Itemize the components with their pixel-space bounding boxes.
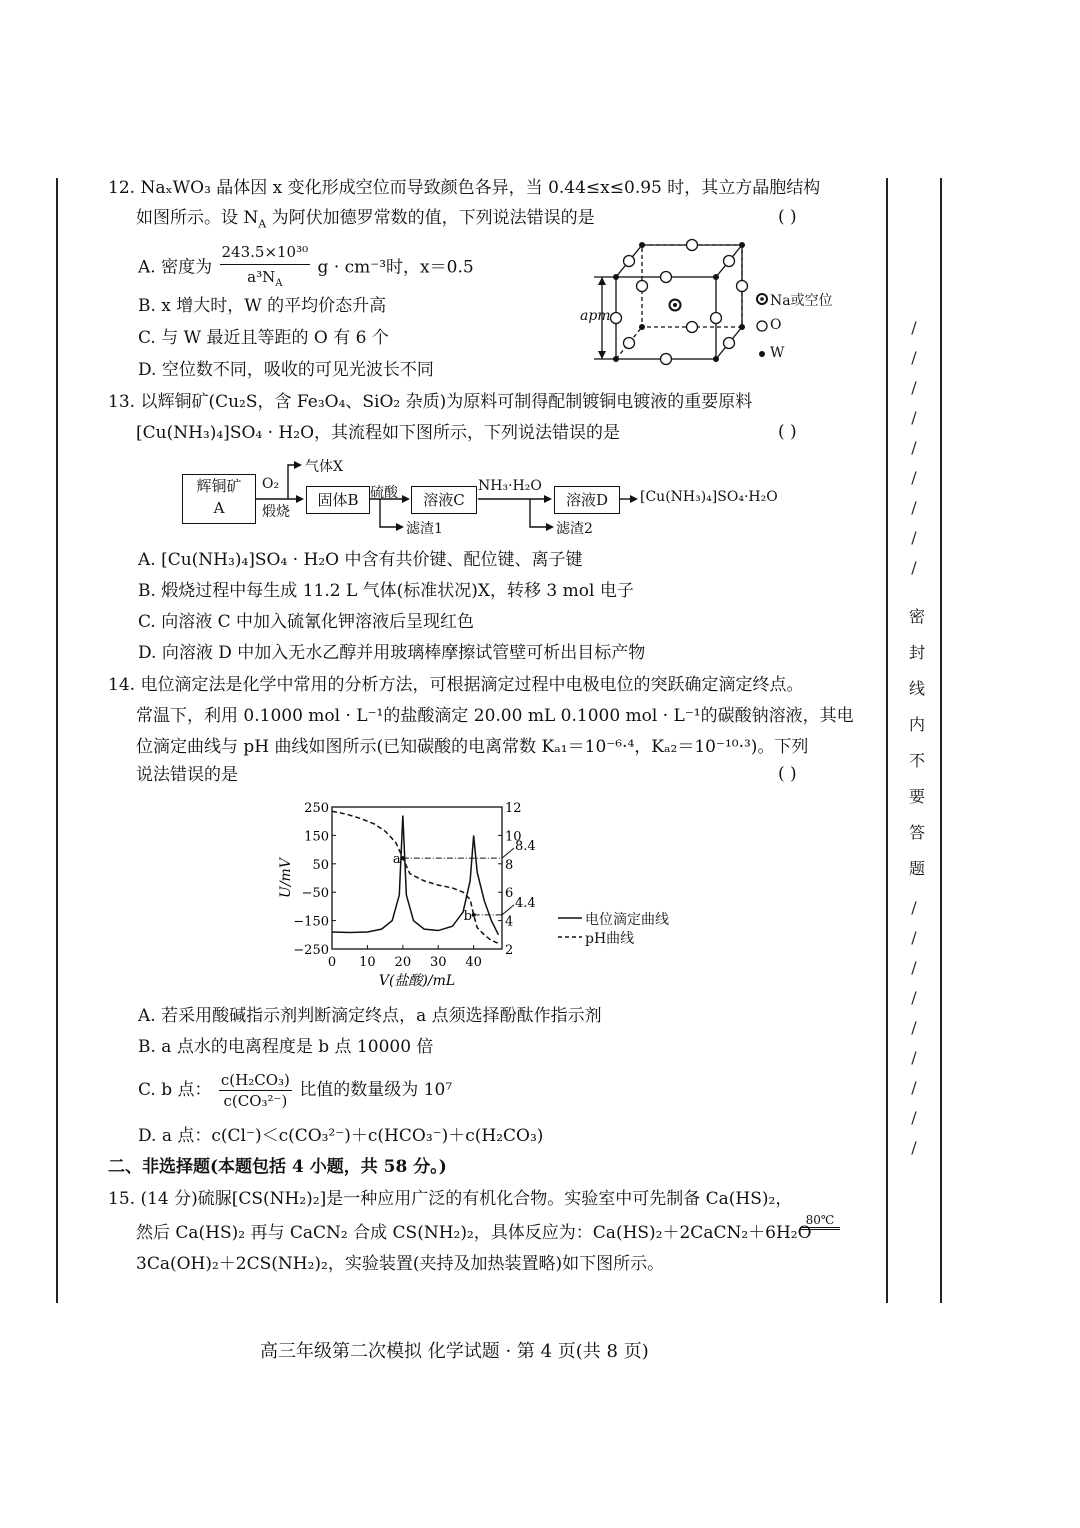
q12-option-c: C. 与 W 最近且等距的 O 有 6 个 [138,328,389,348]
point-marker [472,913,476,917]
y-axis-label: U/mV [278,858,294,898]
o-atom [724,256,735,267]
o-atom [637,281,648,292]
seal-char: 要 [908,787,925,806]
q14-stem-line1: 14. 电位滴定法是化学中常用的分析方法，可根据滴定过程中电极电位的突跃确定滴定终点。 [108,675,804,695]
q14-answer-bracket: ( ) [778,764,797,784]
seal-slash: / [911,1018,917,1037]
point-marker [401,856,405,860]
seal-char: 密 [908,607,925,626]
q15-reaction-condition: 80℃ [800,1214,840,1230]
flow-label-residue1: 滤渣1 [406,521,443,537]
seal-slash: / [911,1078,917,1097]
q12-stem-sub: A [258,217,267,231]
flow-label-nh3: NH₃·H₂O [478,478,542,494]
seal-slash: / [911,958,917,977]
seal-slash: / [911,1048,917,1067]
point-label: a [392,852,401,868]
seal-slash: / [911,1138,917,1157]
x-tick-label: 0 [327,955,337,970]
q14-option-a: A. 若采用酸碱指示剂判断滴定终点，a 点须选择酚酞作指示剂 [138,1006,602,1026]
q12-density-numerator: 243.5×10³⁰ [220,240,311,265]
o-atom [724,338,735,349]
q14-option-d: D. a 点：c(Cl⁻)＜c(CO₃²⁻)＋c(HCO₃⁻)＋c(H₂CO₃) [138,1126,544,1146]
q14-option-c [138,1068,452,1112]
seal-slash: / [911,528,917,547]
y2-tick-label: 12 [505,801,522,816]
seal-slash: / [911,348,917,367]
flow-label-gas-x: 气体X [305,459,343,475]
seal-char: 不 [908,751,925,770]
q12-stem-line2 [136,207,595,235]
q13-option-a: A. [Cu(NH₃)₄]SO₄ · H₂O 中含有共价键、配位键、离子键 [138,550,583,570]
flow-arrow-line [380,499,402,527]
arrow-right-icon [294,461,302,469]
seal-char: 封 [908,643,925,662]
y2-tick-label: 4 [505,914,514,930]
arrow-right-icon [630,495,638,503]
q12-legend-w: W [770,345,785,361]
ph-curve [332,811,498,943]
left-border-line [56,178,58,1303]
seal-slash: / [911,498,917,517]
y2-mark-label: 8.4 [515,839,536,855]
y-tick-label: 250 [304,801,329,816]
o-atom [687,240,698,251]
q12-option-d: D. 空位数不同，吸收的可见光波长不同 [138,360,434,380]
legend-o-marker [757,321,767,331]
y-tick-label: −250 [293,943,329,958]
q12-option-a-suffix: g · cm⁻³时，x＝0.5 [317,257,474,278]
flow-label-o2: O₂ [262,476,280,492]
x-tick-label: 40 [465,955,482,970]
q14-titration-chart [270,795,690,995]
o-atom [611,313,622,324]
arrow-right-icon [402,495,410,503]
q12-option-a [138,240,474,296]
q12-density-fraction [220,240,311,296]
seal-slash: / [911,408,917,427]
q13-stem-line2: [Cu(NH₃)₄]SO₄ · H₂O，其流程如下图所示，下列说法错误的是 [136,423,621,443]
x-tick-label: 30 [429,955,447,970]
flow-box-a [182,474,256,524]
flow-label-residue2: 滤渣2 [556,521,593,537]
right-border-line-inner [886,178,888,1303]
w-atom [613,274,619,280]
flow-box-a-line1: 辉铜矿 [196,477,242,495]
w-atom [613,356,619,362]
q14-stem-line4: 说法错误的是 [136,765,238,785]
q13-option-d: D. 向溶液 D 中加入无水乙醇并用玻璃棒摩擦试管壁可析出目标产物 [138,643,646,663]
o-atom [737,281,748,292]
q15-line1: 15. (14 分)硫脲[CS(NH₂)₂]是一种应用广泛的有机化合物。实验室中可先制备 Ca(HS)₂， [108,1189,793,1209]
seal-slash: / [911,1108,917,1127]
arrow-down-icon [598,351,606,359]
q13-option-b: B. 煅烧过程中每生成 11.2 L 气体(标准状况)X，转移 3 mol 电子 [138,581,634,601]
q12-density-den-text: a³N [247,268,276,286]
flow-label-product: [Cu(NH₃)₄]SO₄·H₂O [640,489,778,505]
y2-mark-label: 4.4 [515,895,536,911]
q12-legend-na: Na或空位 [770,293,833,309]
q14-ratio-numerator: c(H₂CO₃) [220,1071,290,1089]
q14-stem-line3: 位滴定曲线与 pH 曲线如图所示(已知碳酸的电离常数 Kₐ₁＝10⁻⁶·⁴，Kₐ₂＝10⁻¹⁰·³)。下列 [136,737,809,757]
q12-density-denominator [220,265,311,296]
flow-label-calcine: 煅烧 [262,504,290,520]
y2-tick-label: 6 [505,886,514,902]
q14-ratio-fraction [219,1070,292,1111]
flow-arrow-line [288,465,300,499]
o-atom [661,272,672,283]
y2-mark-leader [502,905,514,915]
w-atom [739,324,745,330]
w-atom [713,356,719,362]
o-atom [661,354,672,365]
arrow-right-icon [396,523,404,531]
y2-mark-leader [502,848,514,858]
q14-stem-line2: 常温下，利用 0.1000 mol · L⁻¹的盐酸滴定 20.00 mL 0.1000 mol · L⁻¹的碳酸钠溶液，其电 [136,706,854,726]
seal-slash: / [911,438,917,457]
q12-answer-bracket: ( ) [778,207,797,227]
q12-stem-line2-tail: 为阿伏加德罗常数的值，下列说法错误的是 [266,208,595,228]
q12-option-a-prefix: A. 密度为 [138,257,213,278]
w-atom [639,242,645,248]
o-atom [711,313,722,324]
seal-slash: / [911,898,917,917]
q12-stem-line1: 12. NaₓWO₃ 晶体因 x 变化形成空位而导致颜色各异，当 0.44≤x≤0.95 时，其立方晶胞结构 [108,178,821,198]
q14-option-c-prefix: C. b 点： [138,1080,212,1100]
na-or-vacancy-site-core [673,303,677,307]
w-atom [739,242,745,248]
arrow-right-icon [296,495,304,503]
x-tick-label: 20 [394,955,412,970]
o-atom [687,322,698,333]
section-2-heading: 二、非选择题(本题包括 4 小题，共 58 分。) [108,1157,447,1177]
flow-arrow-line [530,499,552,527]
seal-char: 内 [908,715,925,734]
q14-option-c-suffix: 比值的数量级为 10⁷ [299,1080,453,1100]
arrow-right-icon [544,495,552,503]
q12-legend-o: O [770,317,782,333]
y2-tick-label: 10 [505,829,522,845]
flow-box-a-line2: A [213,499,225,517]
seal-slash: / [911,468,917,487]
o-atom [624,256,635,267]
page-footer: 高三年级第二次模拟 化学试题 · 第 4 页(共 8 页) [260,1341,649,1362]
flow-label-acid: 硫酸 [370,485,398,501]
q13-option-c: C. 向溶液 C 中加入硫氰化钾溶液后呈现红色 [138,612,475,632]
q12-cell-edge-label: apm [580,308,611,324]
y-tick-label: 150 [304,829,329,845]
q14-option-b: B. a 点水的电离程度是 b 点 10000 倍 [138,1037,434,1057]
legend-na-marker-core [760,297,764,301]
q12-option-b: B. x 增大时，W 的平均价态升高 [138,296,387,316]
legend-w-marker [759,351,765,357]
x-tick-label: 10 [359,955,376,970]
seal-char: 答 [908,823,925,842]
w-atom [713,274,719,280]
seal-slash: / [911,318,917,337]
flow-box-b: 固体B [306,486,370,514]
seal-char: 题 [908,859,925,878]
seal-slash: / [911,558,917,577]
right-border-line-outer [940,178,942,1303]
flow-box-c: 溶液C [411,486,477,514]
chart-legend-potential: 电位滴定曲线 [585,912,669,928]
q13-answer-bracket: ( ) [778,422,797,442]
q15-line2: 然后 Ca(HS)₂ 再与 CaCN₂ 合成 CS(NH₂)₂，具体反应为：Ca(HS)₂＋2CaCN₂＋6H₂O [136,1223,812,1243]
q12-density-den-sub: A [275,278,283,289]
o-atom [624,338,635,349]
y2-tick-label: 8 [505,857,514,873]
seal-slash: / [911,378,917,397]
y-tick-label: −50 [301,886,329,902]
seal-slash: / [911,928,917,947]
q14-ratio-denominator: c(CO₃²⁻) [223,1092,288,1110]
w-atom [639,324,645,330]
seal-char: 线 [908,679,925,698]
point-label: b [463,908,472,924]
y-tick-label: 50 [312,857,329,873]
y-tick-label: −150 [293,914,329,930]
x-axis-label: V(盐酸)/mL [378,973,456,989]
flow-box-d: 溶液D [554,486,620,514]
seal-slash: / [911,988,917,1007]
q15-line3: 3Ca(OH)₂＋2CS(NH₂)₂，实验装置(夹持及加热装置略)如下图所示。 [136,1254,665,1274]
q13-stem-line1: 13. 以辉铜矿(Cu₂S，含 Fe₃O₄、SiO₂ 杂质)为原料可制得配制镀铜电镀液的重要原料 [108,392,753,412]
arrow-right-icon [546,523,554,531]
q12-stem-line2-text: 如图所示。设 N [136,208,259,228]
y2-tick-label: 2 [505,943,514,958]
chart-legend-ph: pH曲线 [585,931,635,947]
arrow-up-icon [598,277,606,285]
chart-legend-swatches [556,910,586,940]
